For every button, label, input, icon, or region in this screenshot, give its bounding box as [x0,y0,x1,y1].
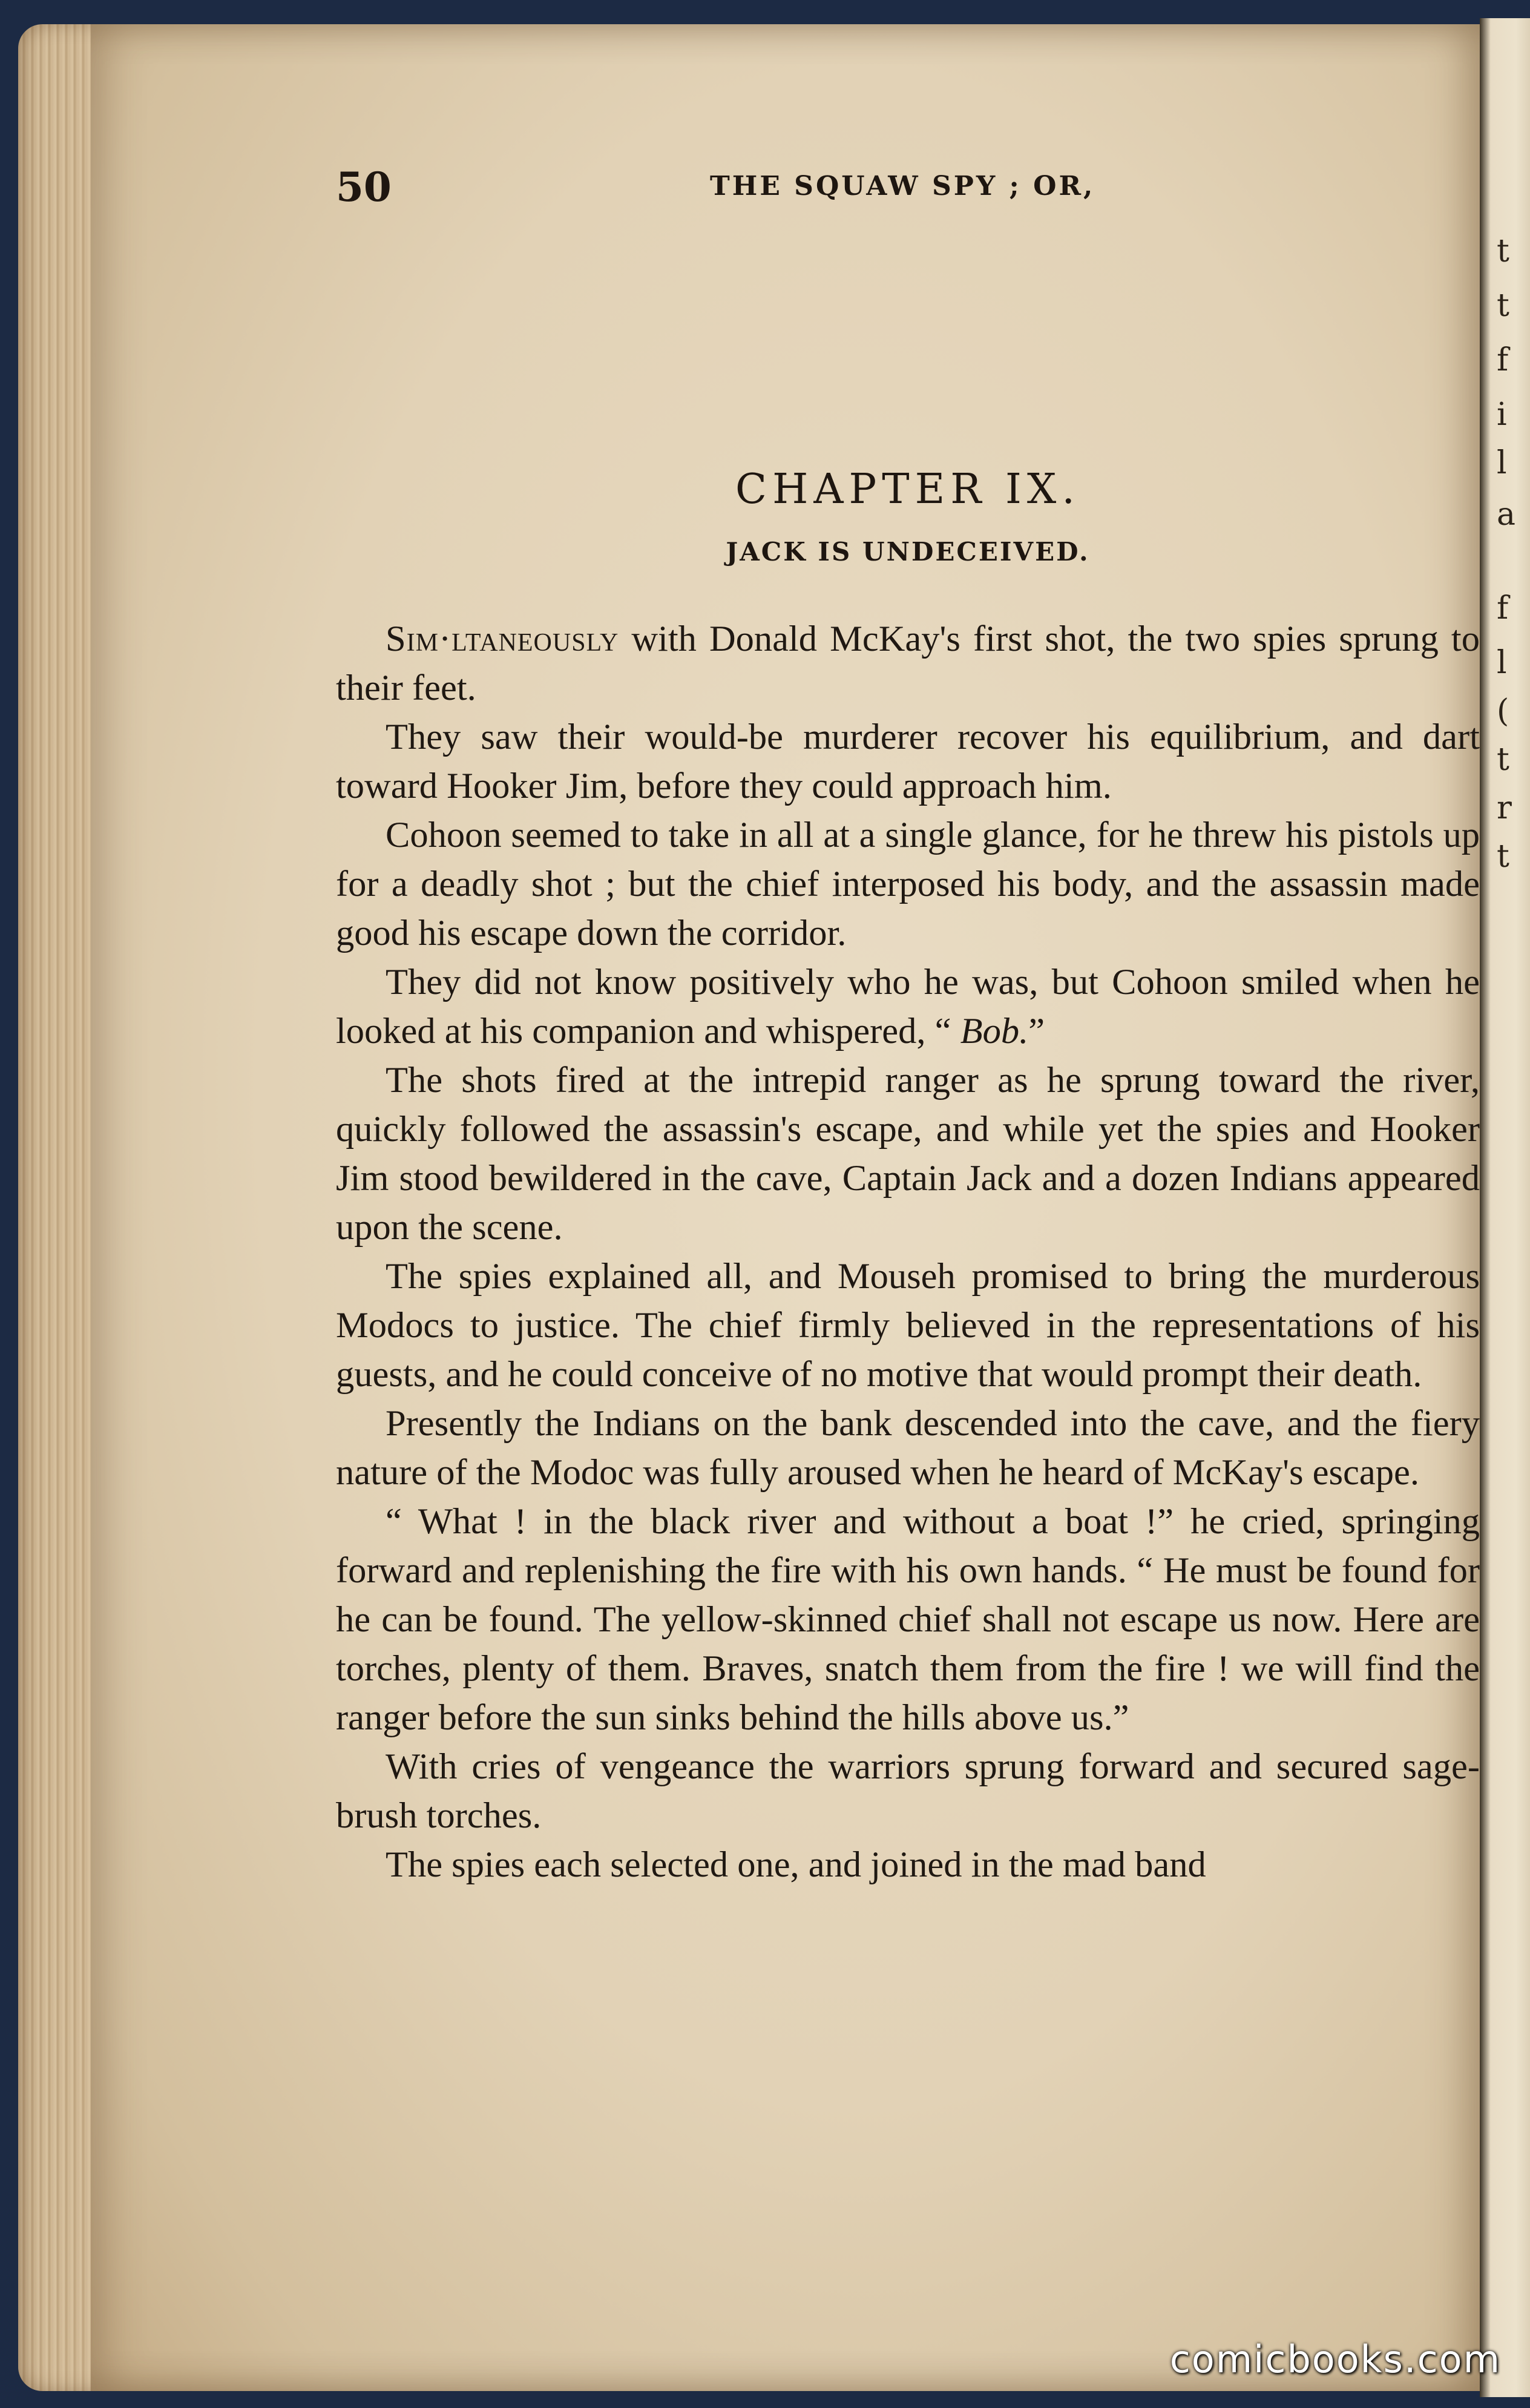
adjacent-letter: i [1497,396,1507,433]
paragraph: The shots fired at the intrepid ranger as he sprung toward the river, quickly followed the assassin's escape, and while yet the spies and Hooker Jim stood bewildered in the cave, Captain Jack and a dozen Indians appeared upon the scene. [336,1060,1480,1248]
paragraph [336,958,1480,1056]
paragraph: “ What ! in the black river and without a boat !” he cried, springing forward and replenishing the fire with his own hands. “ He must be found for he can be found. The yellow-skinned chief shall not escape us now. Here are torches, plenty of them. Braves, snatch them from the fire ! we will find the ranger before the sun sinks behind the hills above us.” [336,1501,1480,1738]
adjacent-letter: r [1497,790,1512,826]
italic-name: Bob. [960,1011,1029,1051]
adjacent-letter: f [1497,590,1509,627]
running-title: THE SQUAW SPY ; OR, [710,171,1095,202]
paragraph: Presently the Indians on the bank descended into the cave, and the fiery nature of the Modoc was fully aroused when he heard of McKay's escape. [336,1403,1480,1493]
adjacent-letter: f [1497,342,1509,378]
chapter-body [336,614,1480,1889]
adjacent-letter: l [1497,445,1507,481]
paragraph [336,614,1480,712]
paragraph-text: They did not know positively who he was, but Cohoon smiled when he looked at his companion and whispered, “ [336,962,1480,1051]
adjacent-letter: ( [1497,693,1509,729]
chapter-title: CHAPTER IX. [735,465,1080,513]
closing-quote: ” [1028,1011,1045,1051]
adjacent-letter: t [1497,838,1509,875]
adjacent-page-edge [1480,18,1530,2397]
site-watermark: comicbooks.com [1169,2337,1501,2381]
paragraph: They saw their would-be murderer recover his equilibrium, and dart toward Hooker Jim, before they could approach him. [336,717,1480,806]
paragraph: The spies each selected one, and joined in the mad band [386,1844,1206,1885]
page-number: 50 [336,163,392,211]
adjacent-letter: t [1497,288,1509,324]
paragraph: Cohoon seemed to take in all at a single glance, for he threw his pistols up for a deadly shot ; but the chief interposed his body, and the assassin made good his escape down the corridor. [336,815,1480,953]
adjacent-letter: l [1497,645,1507,681]
drop-lead-word: Sim·ltaneously [386,619,619,659]
paragraph: With cries of vengeance the warriors sprung forward and secured sage-brush torches. [336,1746,1480,1836]
chapter-heading [336,465,1480,567]
running-header [336,163,1486,218]
paragraph-text: with Donald McKay's first shot, the two spies sprung to their feet. [336,619,1480,708]
adjacent-letter: t [1497,742,1509,778]
paragraph: The spies explained all, and Mouseh promised to bring the murderous Modocs to justice. The chief firmly believed in the representations of his guests, and he could conceive of no motive that would prompt their death. [336,1256,1480,1395]
adjacent-letter: t [1497,233,1509,269]
chapter-subtitle: JACK IS UNDECEIVED. [726,537,1090,567]
adjacent-letter: a [1497,496,1516,533]
